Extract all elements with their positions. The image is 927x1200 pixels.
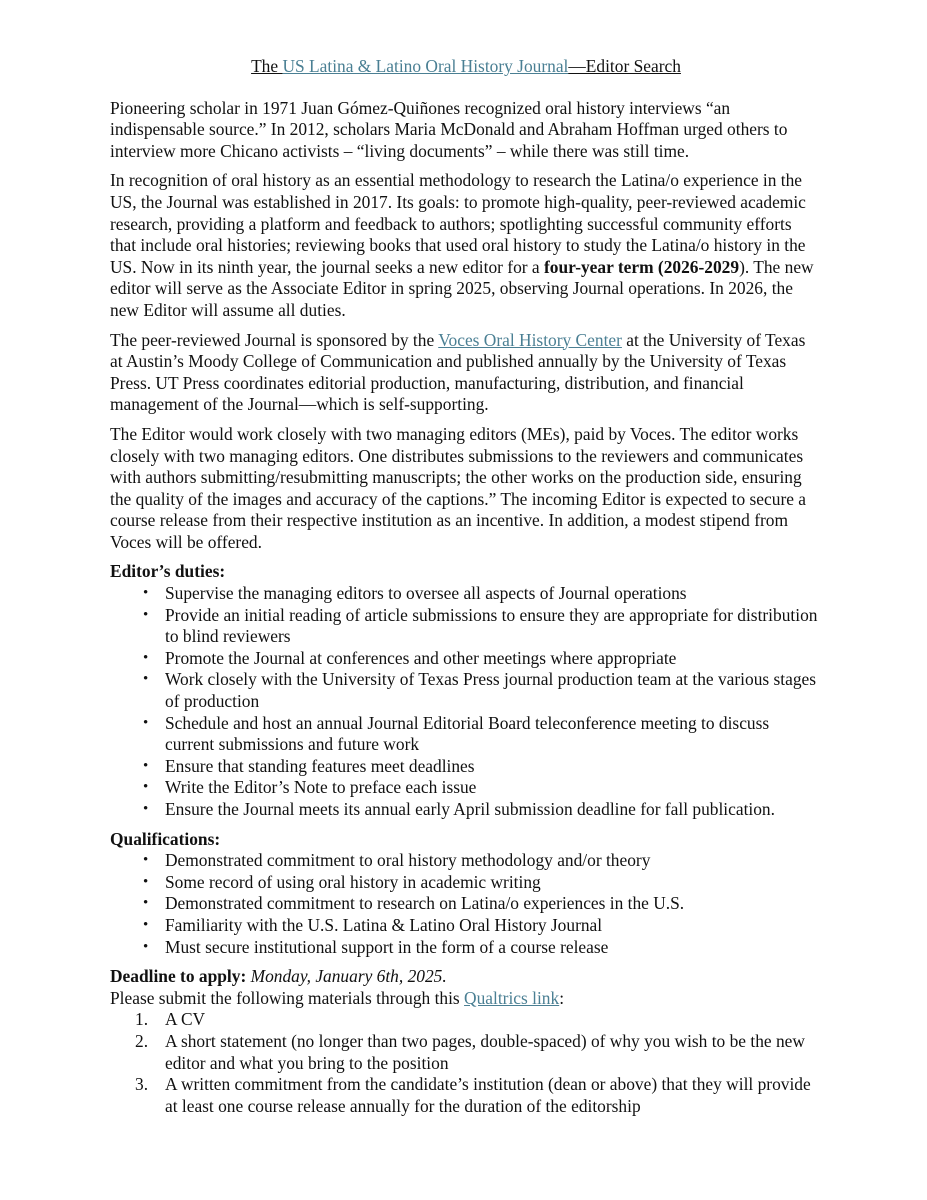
p3-text: The peer-reviewed Journal is sponsored by the [110, 329, 439, 350]
submit-line [110, 988, 822, 1010]
list-item [110, 1009, 822, 1031]
list-item [110, 1074, 822, 1117]
list-item: • Schedule and host an annual Journal Editorial Board teleconference meeting to discuss current submissions and future work [110, 713, 822, 756]
list-item: • Ensure that standing features meet deadlines [110, 756, 822, 778]
list-item: • Provide an initial reading of article submissions to ensure they are appropriate for distribution to blind reviewers [110, 605, 822, 648]
list-item: • Demonstrated commitment to oral history methodology and/or theory [110, 850, 822, 872]
page-title [110, 56, 822, 78]
document-page [110, 56, 822, 1125]
list-item: • Supervise the managing editors to oversee all aspects of Journal operations [110, 583, 822, 605]
list-item: • Write the Editor’s Note to preface each issue [110, 777, 822, 799]
submit-suffix: : [559, 987, 565, 1008]
voces-link[interactable]: Voces Oral History Center [438, 329, 622, 350]
p2-text: In recognition of oral history as an essential methodology to research the Latina/o experience in the US, the Journal was established in 2017. Its goals: to promote high-quality, peer-reviewed academic research, providing a platform and feedback to authors; spotlighting successful community efforts that include oral histories; reviewing books that used oral history to study the Latina/o history in the US. Now in its ninth year, the journal seeks a new editor for a [110, 170, 806, 277]
p3-text-end: at the University of Texas at Austin’s Moody College of Communication and published annually by the University of Texas Press. UT Press coordinates editorial production, manufacturing, distribution, and financial management of the Journal—which is self-supporting. [110, 329, 806, 415]
title-suffix: —Editor Search [568, 56, 681, 76]
journal-link[interactable]: US Latina & Latino Oral History Journal [282, 56, 569, 76]
title-prefix: The [251, 56, 283, 76]
list-item: • Ensure the Journal meets its annual early April submission deadline for fall publication. [110, 799, 822, 821]
deadline-date: Monday, January 6th, 2025. [246, 966, 447, 987]
materials-list [110, 1009, 822, 1117]
item-text: A short statement (no longer than two pages, double-spaced) of why you wish to be the new editor and what you bring to the position [165, 1030, 805, 1073]
recognition-paragraph [110, 170, 822, 321]
qualtrics-link[interactable]: Qualtrics link [464, 987, 560, 1008]
list-item: • Promote the Journal at conferences and other meetings where appropriate [110, 648, 822, 670]
editor-paragraph: The Editor would work closely with two managing editors (MEs), paid by Voces. The editor works closely with two managing editors. One distributes submissions to the reviewers and communicates with authors submitting/resubmitting manuscripts; the other works on the production side, ensuring the quality of the images and accuracy of the captions.” The incoming Editor is expected to secure a course release from their respective institution as an incentive. In addition, a modest stipend from Voces will be offered. [110, 423, 807, 552]
intro-paragraph: Pioneering scholar in 1971 Juan Gómez-Quiñones recognized oral history interviews “an indispensable source.” In 2012, scholars Maria McDonald and Abraham Hoffman urged others to interview more Chicano activists – “living documents” – while there was still time. [110, 97, 788, 161]
deadline-label: Deadline to apply: [110, 966, 247, 987]
p2-text-end: ). The new editor will serve as the Associate Editor in spring 2025, observing Journal operations. In 2026, the new Editor will assume all duties. [110, 256, 814, 320]
qualifications-list [110, 850, 822, 958]
item-text: A written commitment from the candidate’s institution (dean or above) that they will provide at least one course release annually for the duration of the editorship [165, 1074, 811, 1116]
list-item: • Some record of using oral history in academic writing [110, 872, 822, 894]
qualifications-heading: Qualifications: [110, 828, 221, 849]
sponsor-paragraph [110, 330, 822, 416]
duties-heading: Editor’s duties: [110, 561, 226, 582]
list-item [110, 1031, 822, 1074]
item-text: A CV [165, 1009, 206, 1030]
submit-prefix: Please submit the following materials through this [110, 987, 465, 1008]
item-number: 3. [135, 1074, 149, 1095]
list-item: • Familiarity with the U.S. Latina & Latino Oral History Journal [110, 915, 822, 937]
list-item: • Demonstrated commitment to research on Latina/o experiences in the U.S. [110, 893, 822, 915]
item-number: 1. [135, 1009, 149, 1030]
list-item: • Work closely with the University of Texas Press journal production team at the various stages of production [110, 669, 822, 712]
item-number: 2. [135, 1030, 149, 1051]
list-item: • Must secure institutional support in the form of a course release [110, 937, 822, 959]
duties-list [110, 583, 822, 821]
term-bold: four-year term (2026-2029 [543, 256, 740, 277]
deadline-line [110, 966, 822, 988]
